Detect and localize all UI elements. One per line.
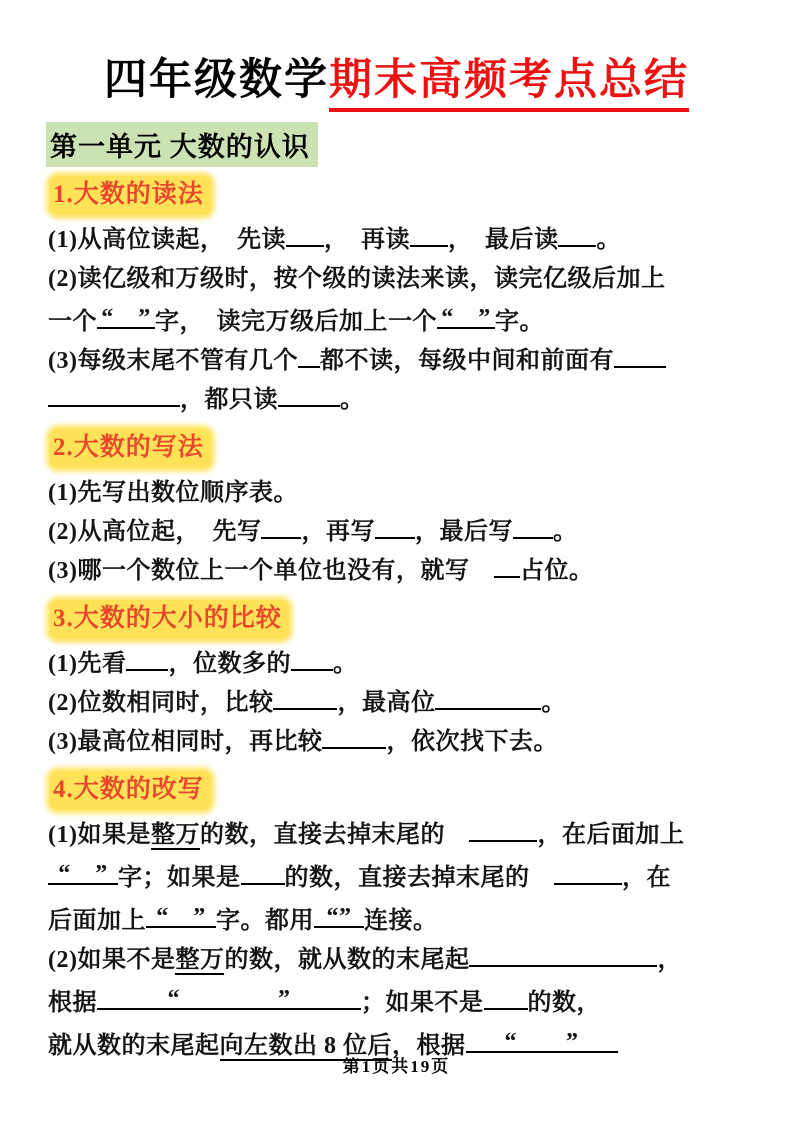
- text-segment: (1)先看: [48, 651, 127, 677]
- text-segment: ，: [657, 947, 682, 973]
- text-segment: 字。都用: [216, 908, 314, 934]
- fill-blank-underline: [291, 646, 333, 671]
- text-segment: ，最后写: [414, 519, 513, 545]
- text-segment: 都不读，每级中间和前面有: [319, 348, 614, 374]
- fill-blank-underline: [513, 514, 553, 539]
- quoted-fill-blank: “”: [314, 898, 364, 928]
- text-segment: (1)如果是: [48, 822, 151, 848]
- fill-blank-underline: [484, 985, 528, 1010]
- text-segment: ，根据: [392, 1033, 466, 1059]
- underlined-text: 整万: [150, 822, 200, 848]
- text-line: [48, 552, 753, 591]
- quoted-fill-blank: “ ”: [97, 980, 361, 1010]
- text-line: [48, 381, 753, 420]
- page-title: [0, 46, 793, 112]
- text-segment: 连接。: [364, 908, 438, 934]
- text-segment: ， 最后读: [447, 227, 559, 253]
- text-segment: 根据: [48, 990, 97, 1016]
- text-segment: 字， 读完万级后加上一个: [155, 309, 437, 335]
- text-segment: 。: [541, 690, 566, 716]
- fill-blank-underline: [375, 514, 415, 539]
- fill-blank-underline: [48, 382, 180, 407]
- underlined-text: 向左数出 8 位后: [219, 1033, 392, 1059]
- fill-blank-underline: [614, 343, 666, 368]
- fill-blank-underline: [410, 222, 448, 247]
- text-line: [48, 723, 753, 762]
- unit-header: 第一单元 大数的认识: [46, 122, 318, 167]
- text-segment: (2)位数相同时，比较: [48, 690, 274, 716]
- text-segment: 。: [340, 387, 365, 413]
- text-segment: ，位数多的: [168, 651, 291, 677]
- section-heading-row: [50, 176, 753, 216]
- text-line: [48, 816, 753, 855]
- page-footer: 第1页共19页: [342, 1057, 451, 1076]
- text-segment: 的数，直接去掉末尾的: [284, 865, 554, 891]
- text-segment: ，在: [622, 865, 671, 891]
- text-segment: 的数，: [527, 990, 601, 1016]
- fill-blank-underline: [469, 817, 537, 842]
- quoted-fill-blank: “ ”: [466, 1023, 618, 1053]
- fill-blank-underline: [261, 514, 301, 539]
- text-segment: ，都只读: [180, 387, 278, 413]
- fill-blank-underline: [298, 343, 320, 368]
- text-segment: (1)先写出数位顺序表。: [48, 480, 298, 506]
- page-title-red-part: 期末高频考点总结: [329, 46, 689, 112]
- text-segment: (3)每级末尾不管有几个: [48, 348, 298, 374]
- section-heading: 4.大数的改写: [50, 771, 211, 810]
- text-segment: 的数，就从数的末尾起: [224, 947, 470, 973]
- text-segment: (3)最高位相同时，再比较: [48, 729, 323, 755]
- text-segment: (3)哪一个数位上一个单位也没有，就写: [48, 558, 494, 584]
- text-segment: (2)从高位起， 先写: [48, 519, 262, 545]
- fill-blank-underline: [322, 724, 386, 749]
- underlined-text: 整万: [175, 947, 225, 973]
- page-title-black-part: 四年级数学: [104, 57, 329, 104]
- text-segment: ，最高位: [337, 690, 436, 716]
- fill-blank-underline: [435, 685, 541, 710]
- text-segment: ，再写: [301, 519, 375, 545]
- text-segment: (1)从高位读起， 先读: [48, 227, 286, 253]
- quoted-fill-blank: “ ”: [97, 299, 155, 329]
- text-segment: 。: [596, 227, 621, 253]
- text-line: [48, 342, 753, 381]
- text-segment: ，在后面加上: [537, 822, 685, 848]
- quoted-fill-blank: “ ”: [48, 855, 118, 885]
- fill-blank-underline: [273, 685, 337, 710]
- text-line: [48, 299, 753, 342]
- text-line: [48, 260, 753, 299]
- text-segment: (2)如果不是: [48, 947, 176, 973]
- text-segment: 就从数的末尾起: [48, 1033, 220, 1059]
- text-line: [48, 474, 753, 513]
- section-heading: 1.大数的读法: [50, 176, 211, 215]
- section-heading: 2.大数的写法: [50, 429, 211, 468]
- text-line: [48, 221, 753, 260]
- text-segment: ，依次找下去。: [386, 729, 558, 755]
- section-heading-row: [50, 771, 753, 811]
- text-segment: 一个: [48, 309, 97, 335]
- text-segment: 字。: [495, 309, 544, 335]
- fill-blank-underline: [126, 646, 168, 671]
- fill-blank-underline: [469, 942, 657, 967]
- section-heading-row: [50, 600, 753, 640]
- text-segment: 的数，直接去掉末尾的: [199, 822, 470, 848]
- text-segment: 占位。: [519, 558, 594, 584]
- text-line: [48, 513, 753, 552]
- text-line: [48, 898, 753, 941]
- text-segment: 后面加上: [48, 908, 146, 934]
- unit-header-row: [46, 122, 793, 167]
- text-line: [48, 645, 753, 684]
- text-segment: 。: [552, 519, 578, 545]
- text-segment: (2)读亿级和万级时，按个级的读法来读，读完亿级后加上: [48, 266, 666, 292]
- text-line: [48, 980, 753, 1023]
- text-line: [48, 684, 753, 723]
- fill-blank-underline: [494, 553, 520, 578]
- fill-blank-underline: [278, 382, 340, 407]
- text-line: [48, 941, 753, 980]
- fill-blank-underline: [241, 860, 285, 885]
- quoted-fill-blank: “ ”: [437, 299, 495, 329]
- fill-blank-underline: [558, 222, 596, 247]
- fill-blank-underline: [286, 222, 324, 247]
- text-line: [48, 855, 753, 898]
- section-heading: 3.大数的大小的比较: [50, 600, 289, 639]
- text-segment: 。: [332, 651, 358, 677]
- section-heading-row: [50, 429, 753, 469]
- text-segment: ， 再读: [323, 227, 410, 253]
- text-segment: ；如果不是: [361, 990, 484, 1016]
- text-segment: 字；如果是: [118, 865, 241, 891]
- fill-blank-underline: [554, 860, 622, 885]
- quoted-fill-blank: “ ”: [146, 898, 216, 928]
- content-sections: [48, 176, 753, 1066]
